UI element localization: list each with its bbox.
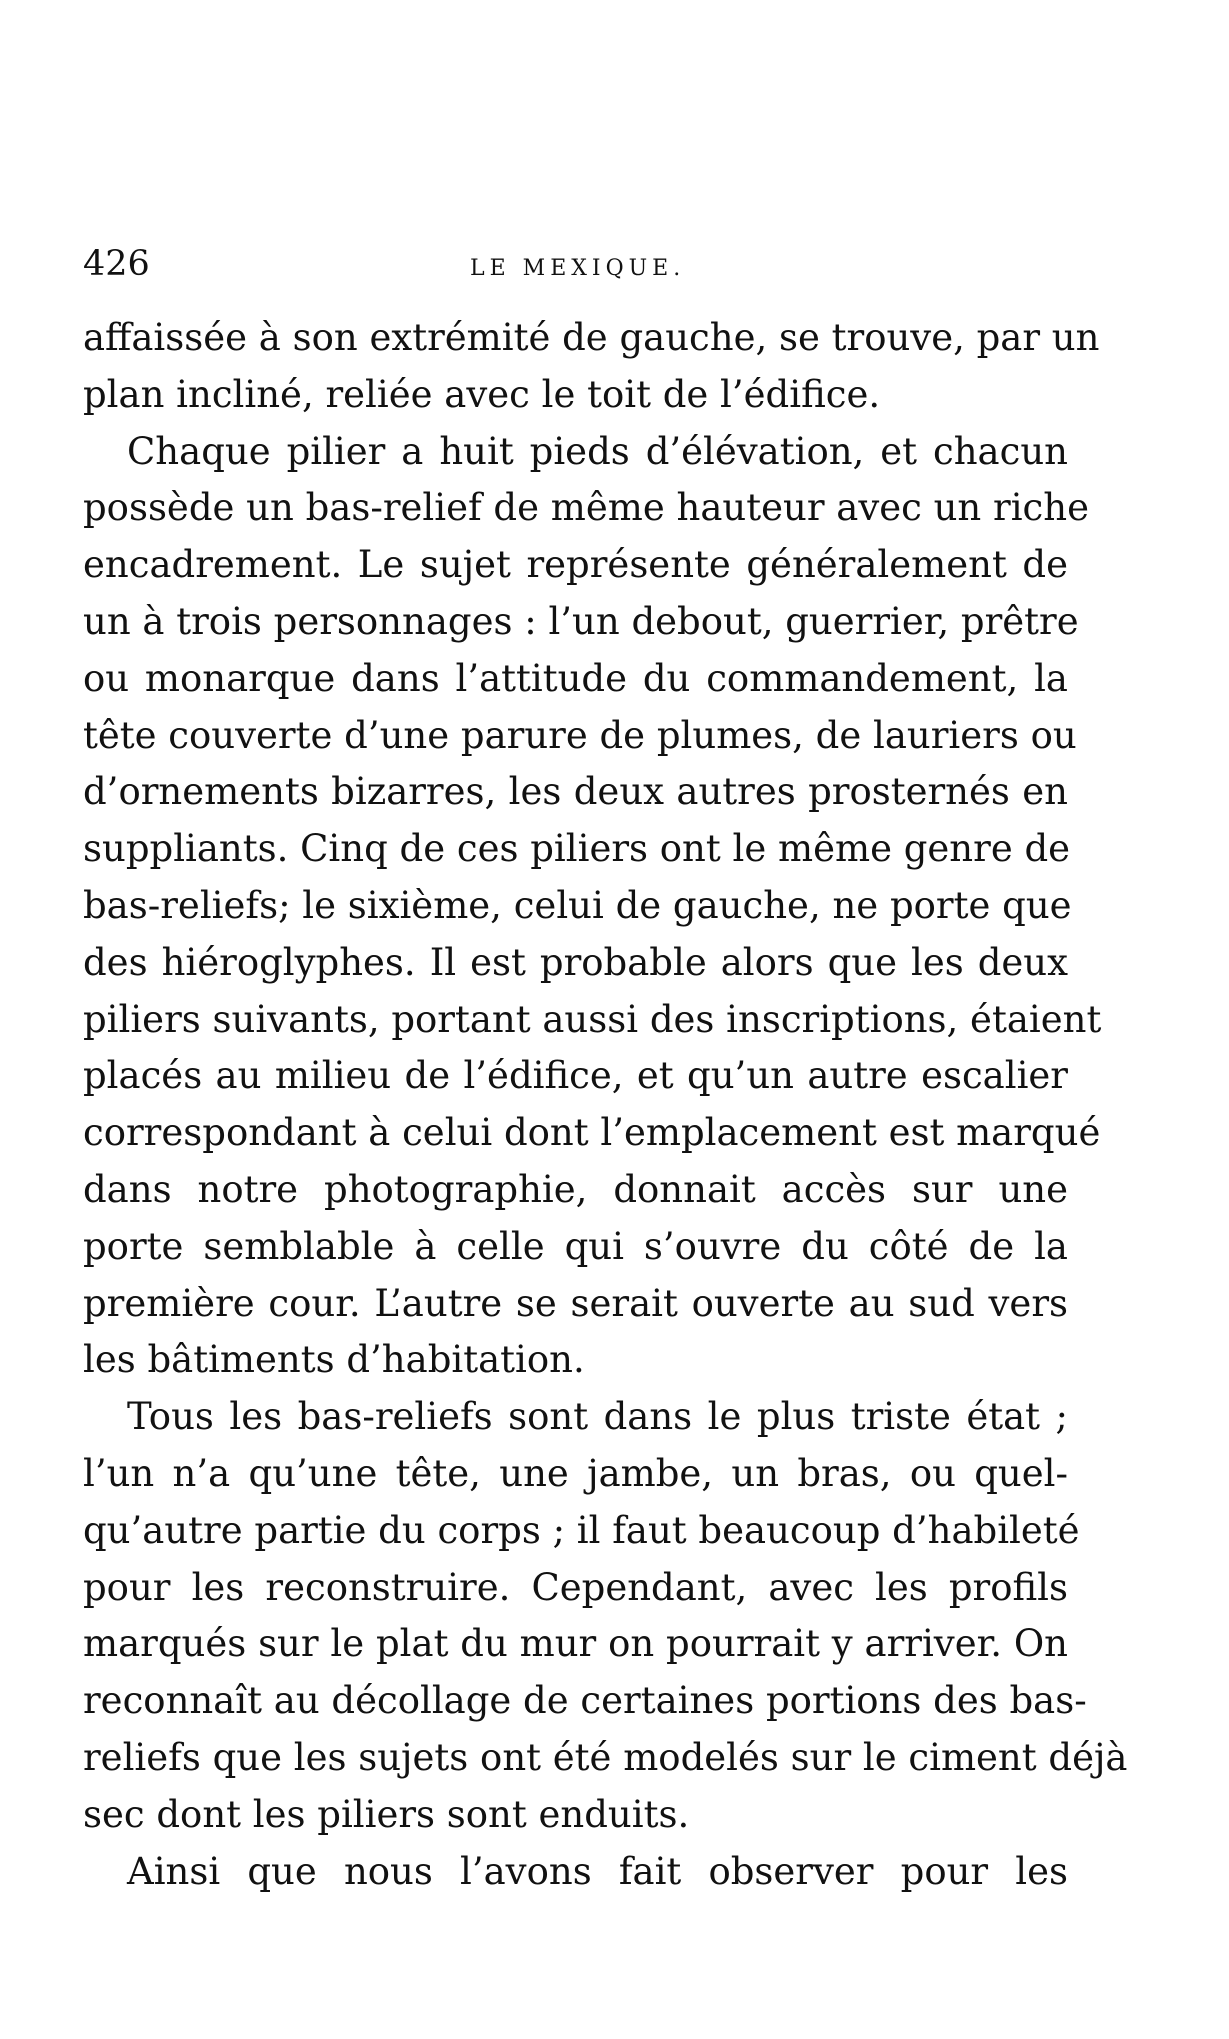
text-line: des hiéroglyphes. Il est probable alors que les deux	[83, 940, 1068, 984]
paragraph-4	[83, 1844, 1068, 1901]
text-line: Ainsi que nous l’avons fait observer pour les	[127, 1849, 1068, 1893]
text-line: piliers suivants, portant aussi des inscriptions, étaient	[83, 997, 1102, 1041]
text-line: reconnaît au décollage de certaines portions des bas-	[83, 1679, 1087, 1723]
text-line: les bâtiments d’habitation.	[83, 1338, 585, 1382]
text-line: reliefs que les sujets ont été modelés sur le ciment déjà	[83, 1735, 1128, 1779]
text-line: possède un bas-relief de même hauteur avec un riche	[83, 486, 1089, 530]
text-line: d’ornements bizarres, les deux autres prosternés en	[83, 770, 1068, 814]
text-line: l’un n’a qu’une tête, une jambe, un bras, ou quel-	[83, 1451, 1068, 1495]
text-line: un à trois personnages : l’un debout, guerrier, prêtre	[83, 599, 1079, 643]
text-line: Tous les bas-reliefs sont dans le plus triste état ;	[127, 1395, 1068, 1439]
text-line: tête couverte d’une parure de plumes, de lauriers ou	[83, 713, 1077, 757]
text-line: bas-reliefs; le sixième, celui de gauche, ne porte que	[83, 883, 1072, 927]
text-line: dans notre photographie, donnait accès sur une	[83, 1167, 1068, 1211]
text-line: plan incliné, reliée avec le toit de l’édifice.	[83, 372, 881, 416]
text-line: sec dont les piliers sont enduits.	[83, 1792, 690, 1836]
text-line: qu’autre partie du corps ; il faut beaucoup d’habileté	[83, 1508, 1080, 1552]
text-line: affaissée à son extrémité de gauche, se trouve, par un	[83, 316, 1100, 359]
text-line: placés au milieu de l’édifice, et qu’un autre escalier	[83, 1054, 1068, 1098]
text-line: porte semblable à celle qui s’ouvre du côté de la	[83, 1224, 1068, 1268]
text-line: marqués sur le plat du mur on pourrait y arriver. On	[83, 1622, 1068, 1666]
paragraph-2	[83, 424, 1102, 1390]
text-line: Chaque pilier a huit pieds d’élévation, et chacun	[127, 429, 1068, 473]
text-line: suppliants. Cinq de ces piliers ont le même genre de	[83, 827, 1071, 871]
running-head: LE MEXIQUE.	[470, 256, 686, 281]
text-line: correspondant à celui dont l’emplacement est marqué	[83, 1111, 1101, 1155]
page-number: 426	[83, 244, 150, 284]
text-line: ou monarque dans l’attitude du commandement, la	[83, 656, 1068, 700]
paragraph-1	[83, 310, 1100, 424]
text-line: pour les reconstruire. Cependant, avec les profils	[83, 1565, 1068, 1609]
text-line: première cour. L’autre se serait ouverte au sud vers	[83, 1281, 1068, 1325]
paragraph-3	[83, 1389, 1128, 1843]
body-text	[83, 310, 1128, 1900]
text-line: encadrement. Le sujet représente généralement de	[83, 543, 1068, 587]
